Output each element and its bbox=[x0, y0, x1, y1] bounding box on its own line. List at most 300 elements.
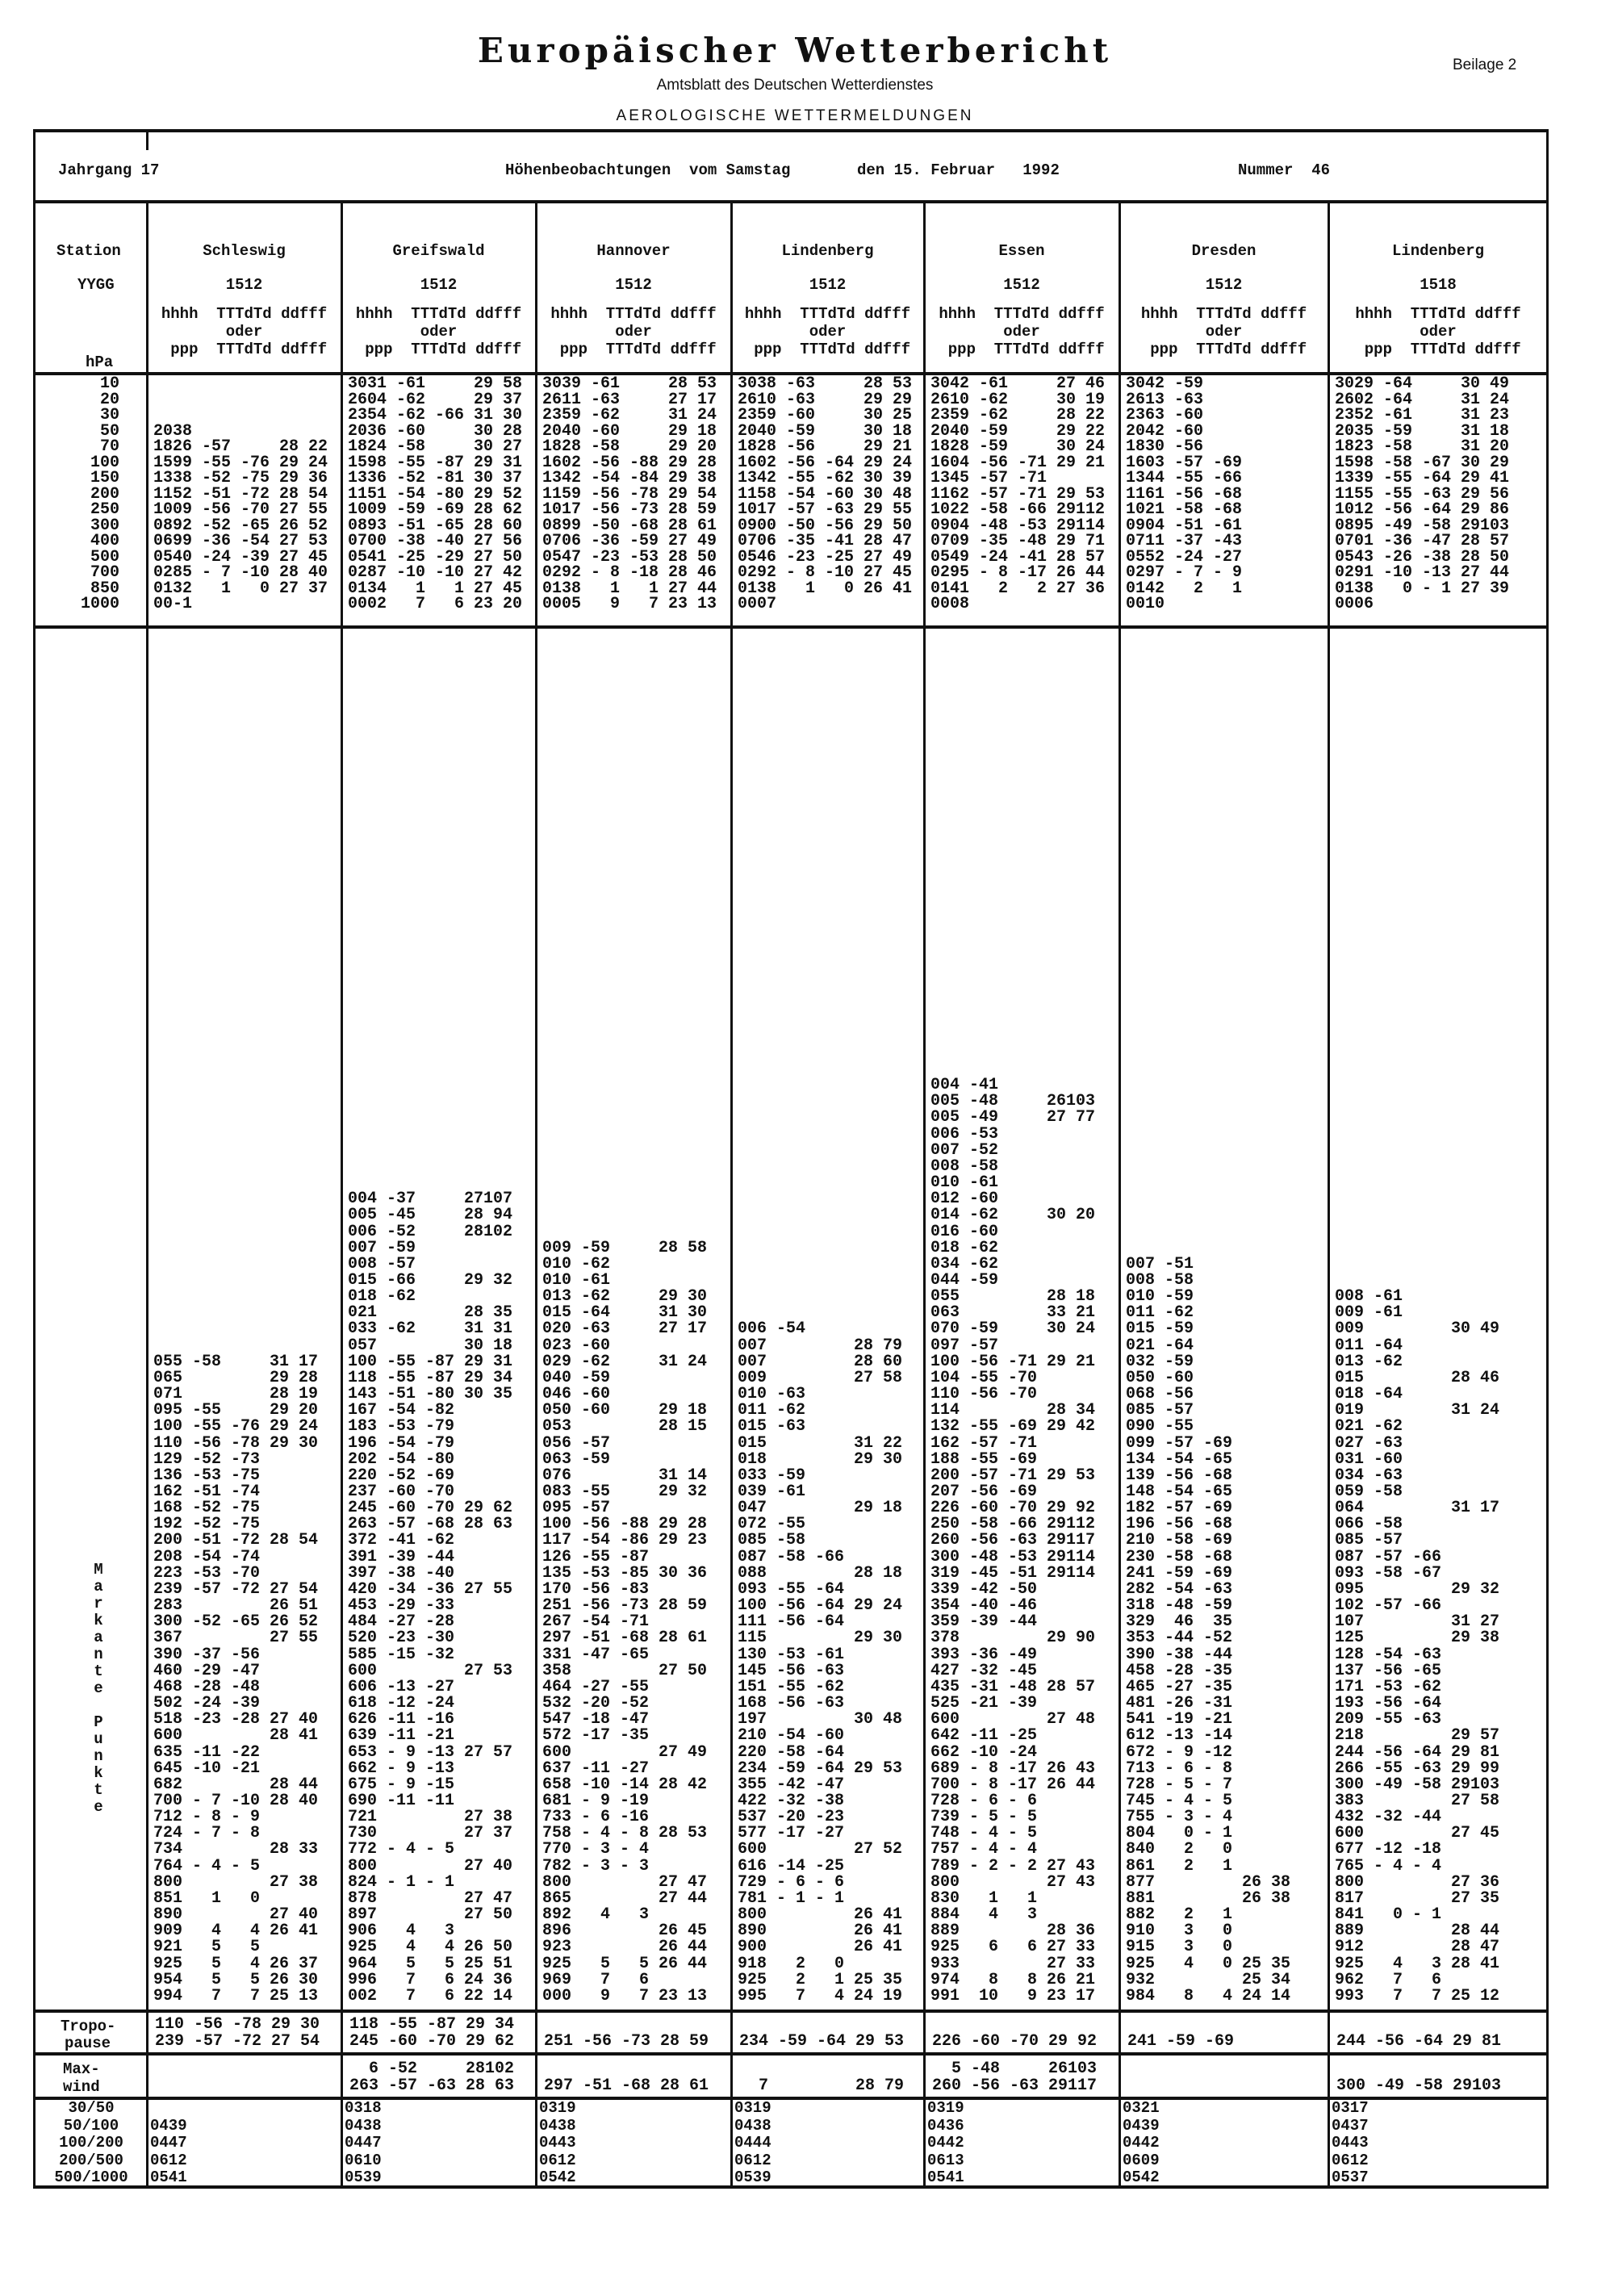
significant-point-row: 237 -60 -70 bbox=[348, 1483, 455, 1501]
tropopause-row: 234 -59 -64 29 53 bbox=[739, 2032, 905, 2051]
label-letter: M bbox=[94, 1561, 103, 1579]
column-format-oder: oder bbox=[225, 323, 263, 341]
significant-point-row: 167 -54 -82 bbox=[348, 1401, 455, 1420]
standard-level-row: 0547 -23 -53 28 50 bbox=[542, 547, 717, 567]
tick-mark bbox=[146, 129, 148, 150]
standard-level-row: 1009 -59 -69 28 62 bbox=[348, 500, 523, 519]
observation-time: 1512 bbox=[1205, 276, 1243, 294]
significant-point-row: 071 28 19 bbox=[153, 1385, 319, 1404]
significant-point-row: 220 -58 -64 bbox=[738, 1742, 845, 1762]
standard-level-row: 1342 -54 -84 29 38 bbox=[542, 469, 717, 487]
significant-point-row: 974 8 8 26 21 bbox=[930, 1970, 1096, 1989]
standard-level-row: 0006 bbox=[1335, 595, 1374, 613]
significant-point-row: 134 -54 -65 bbox=[1126, 1449, 1233, 1469]
significant-point-row: 383 27 58 bbox=[1335, 1791, 1500, 1810]
significant-point-row: 804 0 - 1 bbox=[1126, 1824, 1233, 1843]
standard-level-row: 2610 -62 30 19 bbox=[930, 390, 1106, 409]
hpa-label: hPa bbox=[86, 353, 114, 371]
significant-point-row: 007 28 60 bbox=[738, 1352, 903, 1371]
significant-point-row: 502 -24 -39 bbox=[153, 1694, 261, 1713]
standard-level-row: 0291 -10 -13 27 44 bbox=[1335, 563, 1510, 582]
significant-point-row: 170 -56 -83 bbox=[542, 1579, 650, 1599]
standard-level-row: 0005 9 7 23 13 bbox=[542, 595, 717, 613]
significant-point-row: 637 -11 -27 bbox=[542, 1759, 650, 1778]
layer-thickness-row: 0612 bbox=[1332, 2151, 1369, 2169]
significant-point-row: 033 -62 31 31 bbox=[348, 1319, 513, 1339]
standard-level-row: 2040 -60 29 18 bbox=[542, 421, 717, 441]
significant-point-row: 909 4 4 26 41 bbox=[153, 1922, 319, 1941]
significant-point-row: 007 -52 bbox=[930, 1140, 999, 1160]
significant-point-row: 011 -62 bbox=[1126, 1303, 1194, 1323]
significant-point-row: 824 - 1 - 1 bbox=[348, 1872, 455, 1892]
tropopause-row: 251 -56 -73 28 59 bbox=[544, 2032, 709, 2051]
standard-level-row: 1828 -58 29 20 bbox=[542, 437, 717, 456]
significant-point-row: 047 29 18 bbox=[738, 1499, 903, 1518]
significant-point-row: 626 -11 -16 bbox=[348, 1710, 455, 1729]
standard-level-row: 3042 -61 27 46 bbox=[930, 374, 1106, 393]
significant-point-row: 008 -58 bbox=[930, 1156, 999, 1176]
tropopause-values bbox=[932, 2013, 1118, 2050]
tropopause-label-2: pause bbox=[65, 2035, 111, 2052]
significant-point-row: 925 4 4 26 50 bbox=[348, 1938, 513, 1957]
standard-level-row: 1823 -58 31 20 bbox=[1335, 437, 1510, 456]
significant-point-row: 675 - 9 -15 bbox=[348, 1775, 455, 1794]
significant-point-row: 168 -56 -63 bbox=[738, 1694, 845, 1713]
layer-thickness-values bbox=[150, 2100, 338, 2187]
significant-point-row: 118 -55 -87 29 34 bbox=[348, 1368, 513, 1387]
significant-point-row: 728 - 5 - 7 bbox=[1126, 1775, 1233, 1794]
significant-point-row: 125 29 38 bbox=[1335, 1629, 1500, 1648]
significant-point-row: 050 -60 29 18 bbox=[542, 1401, 708, 1420]
significant-point-row: 464 -27 -55 bbox=[542, 1677, 650, 1696]
significant-point-row: 300 -49 -58 29103 bbox=[1335, 1775, 1500, 1794]
standard-level-row: 1830 -56 bbox=[1126, 437, 1204, 456]
significant-point-row: 021 -64 bbox=[1126, 1336, 1194, 1355]
layer-thickness-row: 0612 bbox=[539, 2151, 576, 2169]
significant-point-row: 110 -56 -70 bbox=[930, 1385, 1038, 1404]
layer-thickness-row: 0436 bbox=[927, 2116, 964, 2135]
pressure-level: 850 bbox=[90, 579, 119, 598]
significant-point-row: 027 -63 bbox=[1335, 1433, 1403, 1453]
significant-point-row: 008 -58 bbox=[1126, 1270, 1194, 1290]
standard-level-row: 0297 - 7 - 9 bbox=[1126, 563, 1243, 582]
max-wind-values bbox=[155, 2056, 340, 2094]
layer-thickness-row: 0537 bbox=[1332, 2168, 1369, 2186]
significant-point-row: 800 26 41 bbox=[738, 1905, 903, 1925]
standard-level-row: 1158 -54 -60 30 48 bbox=[738, 484, 913, 504]
standard-levels bbox=[1126, 376, 1325, 613]
significant-point-row: 015 31 22 bbox=[738, 1433, 903, 1453]
standard-level-row: 1021 -58 -68 bbox=[1126, 500, 1243, 519]
significant-point-row: 023 -60 bbox=[542, 1336, 611, 1355]
pressure-level: 200 bbox=[90, 484, 119, 504]
significant-points bbox=[153, 646, 338, 2005]
standard-level-row: 0142 2 1 bbox=[1126, 579, 1243, 598]
significant-point-row: 012 -60 bbox=[930, 1190, 999, 1209]
pressure-level: 250 bbox=[90, 500, 119, 519]
layer-label: 200/500 bbox=[59, 2151, 123, 2169]
standard-level-row: 3029 -64 30 49 bbox=[1335, 374, 1510, 393]
significant-point-row: 841 0 - 1 bbox=[1335, 1905, 1442, 1925]
significant-point-row: 991 10 9 23 17 bbox=[930, 1986, 1096, 2005]
significant-point-row: 148 -54 -65 bbox=[1126, 1483, 1233, 1501]
significant-point-row: 690 -11 -11 bbox=[348, 1791, 455, 1810]
significant-point-row: 689 - 8 -17 26 43 bbox=[930, 1759, 1096, 1778]
significant-point-row: 925 6 6 27 33 bbox=[930, 1938, 1096, 1957]
tropopause-values bbox=[349, 2013, 534, 2050]
significant-point-row: 890 26 41 bbox=[738, 1922, 903, 1941]
layer-thickness-values bbox=[1332, 2100, 1545, 2187]
layer-label: 500/1000 bbox=[54, 2168, 128, 2186]
column-divider bbox=[146, 200, 148, 2187]
significant-point-row: 890 27 40 bbox=[153, 1905, 319, 1925]
layer-thickness-values bbox=[927, 2100, 1116, 2187]
significant-point-row: 397 -38 -40 bbox=[348, 1563, 455, 1583]
standard-level-row: 0892 -52 -65 26 52 bbox=[153, 516, 328, 535]
significant-point-row: 453 -29 -33 bbox=[348, 1596, 455, 1616]
station-name: Greifswald bbox=[392, 242, 485, 260]
pressure-level: 20 bbox=[99, 390, 119, 409]
standard-levels bbox=[348, 376, 533, 613]
significant-point-row: 117 -54 -86 29 23 bbox=[542, 1531, 708, 1550]
standard-level-row: 0134 1 1 27 45 bbox=[348, 579, 523, 598]
significant-point-row: 210 -54 -60 bbox=[738, 1726, 845, 1746]
standard-level-row: 3039 -61 28 53 bbox=[542, 374, 717, 393]
tropopause-row: 244 -56 -64 29 81 bbox=[1336, 2032, 1502, 2051]
significant-point-row: 093 -55 -64 bbox=[738, 1579, 845, 1599]
layer-thickness-row: 0437 bbox=[1332, 2116, 1369, 2135]
significant-point-row: 367 27 55 bbox=[153, 1629, 319, 1648]
significant-point-row: 817 27 35 bbox=[1335, 1888, 1500, 1908]
significant-point-row: 009 -59 28 58 bbox=[542, 1238, 708, 1257]
max-wind-values bbox=[544, 2056, 730, 2094]
significant-point-row: 093 -58 -67 bbox=[1335, 1563, 1442, 1583]
standard-level-row: 0295 - 8 -17 26 44 bbox=[930, 563, 1106, 582]
observation-time: 1512 bbox=[1003, 276, 1040, 294]
significant-point-row: 390 -38 -44 bbox=[1126, 1645, 1233, 1664]
layer-thickness-row: 0447 bbox=[150, 2134, 187, 2152]
layer-thickness-values bbox=[539, 2100, 728, 2187]
layer-thickness-values bbox=[345, 2100, 533, 2187]
significant-point-row: 200 -57 -71 29 53 bbox=[930, 1466, 1096, 1485]
standard-levels-divider bbox=[34, 625, 1548, 629]
significant-point-row: 800 27 47 bbox=[542, 1872, 708, 1892]
significant-point-row: 889 28 44 bbox=[1335, 1922, 1500, 1941]
significant-point-row: 015 28 46 bbox=[1335, 1368, 1500, 1387]
standard-level-row: 1828 -56 29 21 bbox=[738, 437, 913, 456]
significant-point-row: 764 - 4 - 5 bbox=[153, 1856, 261, 1876]
significant-point-row: 355 -42 -47 bbox=[738, 1775, 845, 1794]
standard-level-row: 1009 -56 -70 27 55 bbox=[153, 500, 328, 519]
significant-point-row: 800 27 36 bbox=[1335, 1872, 1500, 1892]
significant-point-row: 532 -20 -52 bbox=[542, 1694, 650, 1713]
standard-level-row: 0543 -26 -38 28 50 bbox=[1335, 547, 1510, 567]
significant-point-row: 772 - 4 - 5 bbox=[348, 1840, 455, 1859]
tropopause-values bbox=[1336, 2013, 1546, 2050]
significant-point-row: 044 -59 bbox=[930, 1270, 999, 1290]
significant-point-row: 600 27 48 bbox=[930, 1710, 1096, 1729]
significant-point-row: 712 - 8 - 9 bbox=[153, 1808, 261, 1827]
pressure-level-labels bbox=[48, 376, 119, 613]
significant-point-row: 137 -56 -65 bbox=[1335, 1661, 1442, 1680]
significant-point-row: 906 4 3 bbox=[348, 1922, 455, 1941]
significant-point-row: 009 -61 bbox=[1335, 1303, 1403, 1323]
max-wind-row: 300 -49 -58 29103 bbox=[1336, 2076, 1502, 2095]
max-wind-values bbox=[1127, 2056, 1327, 2094]
significant-point-row: 132 -55 -69 29 42 bbox=[930, 1417, 1096, 1437]
significant-point-row: 130 -53 -61 bbox=[738, 1645, 845, 1664]
significant-point-row: 465 -27 -35 bbox=[1126, 1677, 1233, 1696]
standard-level-row: 2611 -63 27 17 bbox=[542, 390, 717, 409]
layer-thickness-row: 0439 bbox=[150, 2116, 187, 2135]
significant-point-row: 239 -57 -72 27 54 bbox=[153, 1579, 319, 1599]
significant-point-row: 057 30 18 bbox=[348, 1336, 513, 1355]
standard-level-row bbox=[153, 408, 338, 424]
significant-point-row: 234 -59 -64 29 53 bbox=[738, 1759, 903, 1778]
significant-point-row: 830 1 1 bbox=[930, 1888, 1038, 1908]
significant-point-row: 039 -61 bbox=[738, 1483, 806, 1501]
max-wind-values bbox=[1336, 2056, 1546, 2094]
table-border-right bbox=[1546, 129, 1549, 2189]
significant-point-row: 209 -55 -63 bbox=[1335, 1710, 1442, 1729]
pressure-level: 500 bbox=[90, 547, 119, 567]
layer-thickness-row: 0439 bbox=[1123, 2116, 1160, 2135]
column-format-header: hhhh TTTdTd ddfff bbox=[161, 305, 328, 323]
significant-point-row: 260 -56 -63 29117 bbox=[930, 1531, 1096, 1550]
layer-thickness-row: 0442 bbox=[1123, 2134, 1160, 2152]
layer-thickness-row: 0612 bbox=[734, 2151, 771, 2169]
pressure-level: 150 bbox=[90, 469, 119, 487]
layer-thickness-row: 0609 bbox=[1123, 2151, 1160, 2169]
station-name: Hannover bbox=[596, 242, 671, 260]
layer-thickness-row: 0438 bbox=[539, 2116, 576, 2135]
observation-label: Höhenbeobachtungen vom Samstag bbox=[505, 161, 791, 179]
observation-time: 1518 bbox=[1420, 276, 1457, 294]
standard-level-row: 0893 -51 -65 28 60 bbox=[348, 516, 523, 535]
significant-point-row: 612 -13 -14 bbox=[1126, 1726, 1233, 1746]
significant-point-row: 063 -59 bbox=[542, 1449, 611, 1469]
significant-point-row: 188 -55 -69 bbox=[930, 1449, 1038, 1469]
significant-point-row: 358 27 50 bbox=[542, 1661, 708, 1680]
standard-levels bbox=[153, 376, 338, 613]
standard-level-row: 0711 -37 -43 bbox=[1126, 532, 1243, 550]
significant-point-row: 102 -57 -66 bbox=[1335, 1596, 1442, 1616]
significant-point-row: 984 8 4 24 14 bbox=[1126, 1986, 1291, 2005]
significant-point-row: 865 27 44 bbox=[542, 1888, 708, 1908]
significant-point-row: 139 -56 -68 bbox=[1126, 1466, 1233, 1485]
tropopause-values bbox=[739, 2013, 922, 2050]
significant-point-row: 055 -58 31 17 bbox=[153, 1352, 319, 1371]
significant-point-row: 393 -36 -49 bbox=[930, 1645, 1038, 1664]
significant-point-row: 007 -51 bbox=[1126, 1254, 1194, 1273]
column-format-oder: oder bbox=[1205, 323, 1243, 341]
standard-level-row: 0008 bbox=[930, 595, 970, 613]
standard-level-row: 1598 -58 -67 30 29 bbox=[1335, 453, 1510, 472]
standard-level-row: 0002 7 6 23 20 bbox=[348, 595, 523, 613]
max-wind-values bbox=[349, 2056, 534, 2094]
tropopause-values bbox=[544, 2013, 730, 2050]
significant-point-row: 053 28 15 bbox=[542, 1417, 708, 1437]
standard-level-row: 1017 -57 -63 29 55 bbox=[738, 500, 913, 519]
observation-time: 1512 bbox=[809, 276, 847, 294]
layer-thickness-row: 0438 bbox=[345, 2116, 382, 2135]
standard-level-row: 0007 bbox=[738, 595, 777, 613]
significant-point-row: 319 -45 -51 29114 bbox=[930, 1563, 1096, 1583]
significant-point-row: 088 28 18 bbox=[738, 1563, 903, 1583]
significant-point-row: 518 -23 -28 27 40 bbox=[153, 1710, 319, 1729]
column-format-header-2: ppp TTTdTd ddfff bbox=[550, 341, 717, 358]
significant-point-row: 202 -54 -80 bbox=[348, 1449, 455, 1469]
tropopause-row: 226 -60 -70 29 92 bbox=[932, 2032, 1098, 2051]
significant-point-row: 015 -64 31 30 bbox=[542, 1303, 708, 1323]
standard-level-row: 2359 -62 28 22 bbox=[930, 406, 1106, 424]
significant-point-row: 250 -58 -66 29112 bbox=[930, 1515, 1096, 1534]
table-border-left bbox=[33, 129, 36, 2189]
standard-level-row bbox=[153, 376, 338, 392]
significant-point-row: 391 -39 -44 bbox=[348, 1547, 455, 1566]
significant-point-row: 635 -11 -22 bbox=[153, 1742, 261, 1762]
max-wind-values bbox=[932, 2056, 1118, 2094]
significant-point-row: 064 31 17 bbox=[1335, 1499, 1500, 1518]
significant-point-row: 068 -56 bbox=[1126, 1385, 1194, 1404]
significant-point-row: 700 - 7 -10 28 40 bbox=[153, 1791, 319, 1810]
layer-thickness-row: 0444 bbox=[734, 2134, 771, 2152]
standard-level-row: 1599 -55 -76 29 24 bbox=[153, 453, 328, 472]
label-letter: k bbox=[94, 1612, 103, 1629]
column-format-oder: oder bbox=[809, 323, 847, 341]
significant-point-row: 207 -56 -69 bbox=[930, 1483, 1038, 1501]
standard-level-row: 0904 -51 -61 bbox=[1126, 516, 1243, 535]
standard-level-row: 1159 -56 -78 29 54 bbox=[542, 484, 717, 504]
significant-point-row: 095 -55 29 20 bbox=[153, 1401, 319, 1420]
significant-point-row: 111 -56 -64 bbox=[738, 1612, 845, 1632]
observation-time: 1512 bbox=[420, 276, 458, 294]
significant-point-row: 114 28 34 bbox=[930, 1401, 1096, 1420]
standard-level-row: 0701 -36 -47 28 57 bbox=[1335, 532, 1510, 550]
standard-level-row: 0546 -23 -25 27 49 bbox=[738, 547, 913, 567]
significant-point-row: 525 -21 -39 bbox=[930, 1694, 1038, 1713]
significant-point-row: 018 -64 bbox=[1335, 1385, 1403, 1404]
significant-point-row: 577 -17 -27 bbox=[738, 1824, 845, 1843]
significant-point-row: 877 26 38 bbox=[1126, 1872, 1291, 1892]
layer-labels bbox=[39, 2100, 144, 2187]
significant-point-row: 897 27 50 bbox=[348, 1905, 513, 1925]
standard-level-row: 1155 -55 -63 29 56 bbox=[1335, 484, 1510, 504]
column-format-oder: oder bbox=[1003, 323, 1040, 341]
standard-level-row: 0138 1 0 26 41 bbox=[738, 579, 913, 598]
significant-point-row: 734 28 33 bbox=[153, 1840, 319, 1859]
standard-level-row: 1345 -57 -71 bbox=[930, 469, 1047, 487]
layer-label: 30/50 bbox=[68, 2099, 115, 2117]
significant-point-row: 653 - 9 -13 27 57 bbox=[348, 1742, 513, 1762]
standard-level-row: 0899 -50 -68 28 61 bbox=[542, 516, 717, 535]
significant-point-row: 672 - 9 -12 bbox=[1126, 1742, 1233, 1762]
significant-point-row: 721 27 38 bbox=[348, 1808, 513, 1827]
significant-point-row: 110 -56 -78 29 30 bbox=[153, 1433, 319, 1453]
significant-point-row: 063 33 21 bbox=[930, 1303, 1096, 1323]
significant-point-row: 739 - 5 - 5 bbox=[930, 1808, 1038, 1827]
tropopause-row: 239 -57 -72 27 54 bbox=[155, 2032, 320, 2051]
standard-level-row: 0699 -36 -54 27 53 bbox=[153, 532, 328, 550]
standard-level-row: 1162 -57 -71 29 53 bbox=[930, 484, 1106, 504]
significant-point-row: 183 -53 -79 bbox=[348, 1417, 455, 1437]
standard-level-row: 2352 -61 31 23 bbox=[1335, 406, 1510, 424]
label-letter: t bbox=[94, 1781, 103, 1799]
max-wind-row: 263 -57 -63 28 63 bbox=[349, 2076, 515, 2095]
standard-level-row: 2359 -62 31 24 bbox=[542, 406, 717, 424]
max-wind-row: 7 28 79 bbox=[739, 2076, 905, 2095]
significant-point-row: 645 -10 -21 bbox=[153, 1759, 261, 1778]
significant-point-row: 009 30 49 bbox=[1335, 1319, 1500, 1339]
significant-point-row: 076 31 14 bbox=[542, 1466, 708, 1485]
significant-point-row: 600 27 53 bbox=[348, 1661, 513, 1680]
significant-point-row: 085 -58 bbox=[738, 1531, 806, 1550]
standard-level-row: 1161 -56 -68 bbox=[1126, 484, 1243, 504]
label-letter: r bbox=[94, 1595, 103, 1612]
significant-point-row: 005 -45 28 94 bbox=[348, 1206, 513, 1225]
significant-point-row: 046 -60 bbox=[542, 1385, 611, 1404]
significant-point-row: 099 -57 -69 bbox=[1126, 1433, 1233, 1453]
significant-point-row: 372 -41 -62 bbox=[348, 1531, 455, 1550]
standard-level-row: 0285 - 7 -10 28 40 bbox=[153, 563, 328, 582]
layer-thickness-row bbox=[150, 2100, 338, 2118]
significant-point-row: 013 -62 29 30 bbox=[542, 1287, 708, 1307]
significant-point-row: 994 7 7 25 13 bbox=[153, 1986, 319, 2005]
significant-point-row: 034 -63 bbox=[1335, 1466, 1403, 1485]
label-letter: n bbox=[94, 1646, 103, 1663]
column-divider bbox=[923, 200, 926, 2187]
standard-level-row: 0010 bbox=[1126, 595, 1165, 613]
standard-level-row: 0549 -24 -41 28 57 bbox=[930, 547, 1106, 567]
significant-point-row: 104 -55 -70 bbox=[930, 1368, 1038, 1387]
layer-thickness-row: 0317 bbox=[1332, 2099, 1369, 2117]
layer-thickness-row: 0321 bbox=[1123, 2099, 1160, 2117]
label-letter: t bbox=[94, 1662, 103, 1680]
significant-point-row: 033 -59 bbox=[738, 1466, 806, 1485]
station-label: Station bbox=[56, 242, 121, 260]
significant-point-row: 918 2 0 bbox=[738, 1954, 845, 1973]
standard-level-row: 0141 2 2 27 36 bbox=[930, 579, 1106, 598]
significant-point-row: 171 -53 -62 bbox=[1335, 1677, 1442, 1696]
significant-point-row: 128 -54 -63 bbox=[1335, 1645, 1442, 1664]
station-name: Schleswig bbox=[203, 242, 286, 260]
standard-level-row: 1826 -57 28 22 bbox=[153, 437, 328, 456]
column-format-oder: oder bbox=[420, 323, 458, 341]
section-heading: AEROLOGISCHE WETTERMELDUNGEN bbox=[616, 107, 974, 124]
supplement-label: Beilage 2 bbox=[1453, 56, 1517, 73]
significant-point-row: 745 - 4 - 5 bbox=[1126, 1791, 1233, 1810]
label-letter: k bbox=[94, 1764, 103, 1782]
standard-level-row: 3031 -61 29 58 bbox=[348, 374, 523, 393]
max-wind-row: 297 -51 -68 28 61 bbox=[544, 2076, 709, 2095]
standard-levels bbox=[1335, 376, 1545, 613]
significant-point-row: 618 -12 -24 bbox=[348, 1694, 455, 1713]
significant-points bbox=[348, 646, 533, 2005]
significant-point-row: 354 -40 -46 bbox=[930, 1596, 1038, 1616]
significant-point-row: 010 -61 bbox=[930, 1173, 999, 1193]
column-format-header-2: ppp TTTdTd ddfff bbox=[355, 341, 522, 358]
standard-level-row: 0287 -10 -10 27 42 bbox=[348, 563, 523, 582]
significant-point-row: 606 -13 -27 bbox=[348, 1677, 455, 1696]
significant-points bbox=[542, 646, 728, 2005]
significant-point-row: 662 - 9 -13 bbox=[348, 1759, 455, 1778]
significant-point-row: 100 -56 -64 29 24 bbox=[738, 1596, 903, 1616]
column-format-header: hhhh TTTdTd ddfff bbox=[1140, 305, 1307, 323]
station-name: Lindenberg bbox=[781, 242, 874, 260]
label-letter: u bbox=[94, 1730, 103, 1748]
significant-point-row: 168 -52 -75 bbox=[153, 1499, 261, 1518]
significant-point-row: 757 - 4 - 4 bbox=[930, 1840, 1038, 1859]
